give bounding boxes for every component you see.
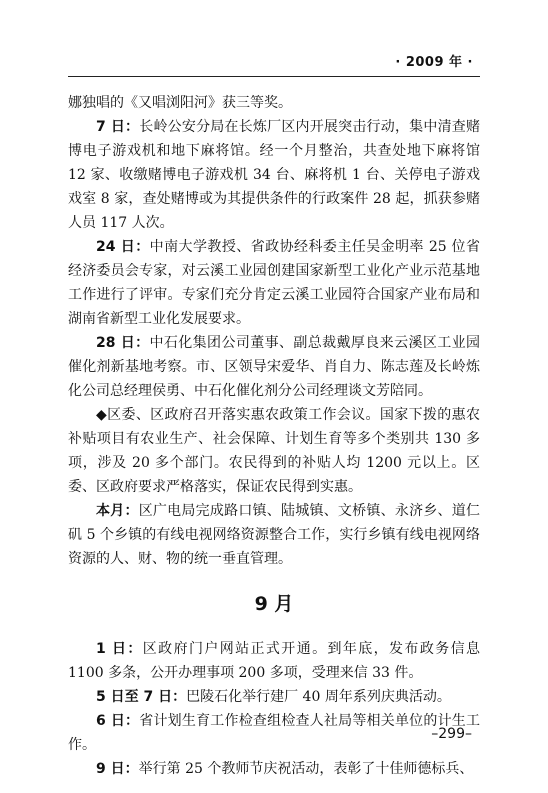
entry-text: 举行第 25 个教师节庆祝活动，表彰了十佳师德标兵、 xyxy=(138,761,474,777)
entry-date: 1 日： xyxy=(96,641,143,657)
entry-date: 7 日： xyxy=(96,119,140,135)
entry-date: 本月： xyxy=(96,503,139,519)
entry-text: 中南大学教授、省政协经科委主任吴金明率 25 位省经济委员会专家，对云溪工业园创建国家新型工业化产业示范基地工作进行了评审。专家们充分肯定云溪工业园符合国家产业布局和湖南省新型工业化发展要求。 xyxy=(68,239,480,327)
paragraph: 娜独唱的《又唱浏阳河》获三等奖。 xyxy=(68,95,292,111)
month-heading: 9 月 xyxy=(254,593,294,615)
page-number: –299– xyxy=(431,726,472,742)
paragraph xyxy=(68,235,480,331)
entry-date: 28 日： xyxy=(96,335,150,351)
entry-text: 区政府门户网站正式开通。到年底，发布政务信息 1100 多条，公开办理事项 200 多项，受理来信 33 件。 xyxy=(68,641,480,681)
paragraph xyxy=(68,331,480,403)
entry-text: 巴陵石化举行建厂 40 周年系列庆典活动。 xyxy=(186,689,451,705)
paragraph xyxy=(68,757,480,781)
entry-text: 中石化集团公司董事、副总裁戴厚良来云溪区工业园催化剂新基地考察。市、区领导宋爱华、肖自力、陈志莲及长岭炼化公司总经理侯勇、中石化催化剂分公司经理谈文芳陪同。 xyxy=(68,335,480,399)
top-entries xyxy=(68,91,480,571)
entry-date: 6 日： xyxy=(96,713,140,729)
entry-text: 省计划生育工作检查组检查人社局等相关单位的计生工作。 xyxy=(68,713,481,753)
paragraph xyxy=(68,499,480,571)
entry-date: 9 日： xyxy=(96,761,139,777)
paragraph xyxy=(68,709,480,757)
entry-text: 区广电局完成路口镇、陆城镇、文桥镇、永济乡、道仁矶 5 个乡镇的有线电视网络资源整合工作，实行乡镇有线电视网络资源的人、财、物的统一垂直管理。 xyxy=(68,503,481,567)
paragraph xyxy=(68,637,480,685)
entry-text: 长岭公安分局在长炼厂区内开展突击行动，集中清查赌博电子游戏机和地下麻将馆。经一个月整治，共查处地下麻将馆 12 家、收缴赌博电子游戏机 34 台、麻将机 1 台、关停电子游戏戏室 8 家，查处赌博或为其提供条件的行政案件 28 起，抓获参赌人员 117 人次。 xyxy=(68,119,481,231)
running-header-year: · 2009 年 · xyxy=(395,55,473,70)
header-rule xyxy=(68,76,480,77)
paragraph xyxy=(68,403,480,499)
paragraph xyxy=(68,115,480,235)
entry-date: 5 日至 7 日： xyxy=(96,689,187,705)
entry-date: 24 日： xyxy=(96,239,150,255)
page-body xyxy=(68,91,480,781)
paragraph xyxy=(68,685,480,709)
bottom-entries xyxy=(68,637,480,781)
entry-text: ◆区委、区政府召开落实惠农政策工作会议。国家下拨的惠农补贴项目有农业生产、社会保障、计划生育等多个类别共 130 多项，涉及 20 多个部门。农民得到的补贴人均 1200 元以上。区委、区政府要求严格落实，保证农民得到实惠。 xyxy=(68,407,480,495)
